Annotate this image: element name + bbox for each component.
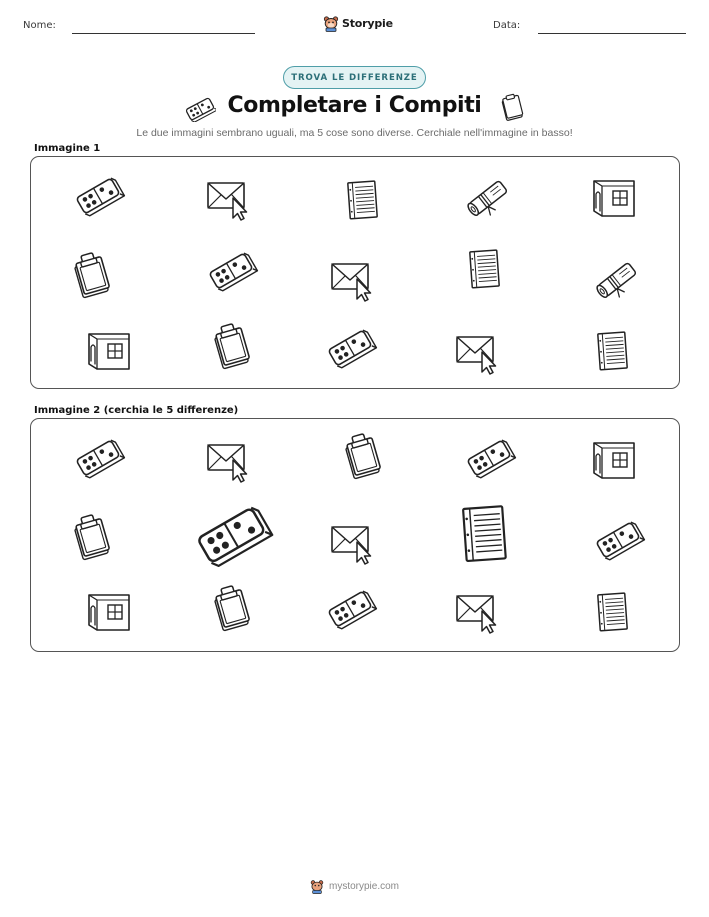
notepad-icon[interactable] [586, 325, 638, 377]
clipboard-icon [497, 92, 527, 128]
clipboard-icon[interactable] [65, 513, 117, 565]
brand-name: Storypie [342, 16, 393, 30]
domino-icon[interactable] [592, 514, 644, 566]
name-label: Nome: [23, 20, 56, 31]
envelope-icon[interactable] [450, 324, 502, 376]
domino-icon[interactable] [205, 245, 257, 297]
diploma-icon[interactable] [463, 171, 515, 223]
clipboard-icon[interactable] [205, 584, 257, 636]
activity-badge: TROVA LE DIFFERENZE [283, 66, 426, 89]
image-1-panel [30, 156, 680, 389]
section-1-label: Immagine 1 [34, 143, 101, 154]
date-label: Data: [493, 20, 521, 31]
domino-icon[interactable] [191, 495, 272, 576]
envelope-icon[interactable] [325, 251, 377, 303]
clipboard-icon[interactable] [336, 432, 388, 484]
domino-icon[interactable] [72, 170, 124, 222]
notepad-icon[interactable] [586, 586, 638, 638]
clipboard-icon[interactable] [205, 322, 257, 374]
domino-icon[interactable] [324, 583, 376, 635]
notepad-icon[interactable] [446, 496, 521, 571]
storypie-mascot-icon [323, 15, 339, 32]
room-corner-icon[interactable] [83, 584, 135, 636]
room-corner-icon[interactable] [588, 432, 640, 484]
section-2-label: Immagine 2 (cerchia le 5 differenze) [34, 405, 239, 416]
brand-logo [323, 13, 393, 33]
instructions: Le due immagini sembrano uguali, ma 5 cose sono diverse. Cerchiale nell'immagine in basso! [136, 127, 573, 139]
image-2-panel[interactable] [30, 418, 680, 652]
domino-icon[interactable] [324, 322, 376, 374]
notepad-icon[interactable] [336, 174, 388, 226]
envelope-icon[interactable] [450, 583, 502, 635]
domino-icon[interactable] [72, 432, 124, 484]
page-title: Completare i Compiti [227, 93, 482, 118]
clipboard-icon[interactable] [65, 251, 117, 303]
envelope-icon[interactable] [201, 170, 253, 222]
name-line[interactable] [72, 33, 255, 34]
date-line[interactable] [538, 33, 686, 34]
diploma-icon[interactable] [592, 253, 644, 305]
notepad-icon[interactable] [458, 243, 510, 295]
domino-icon[interactable] [463, 432, 515, 484]
footer [0, 879, 709, 894]
room-corner-icon[interactable] [83, 323, 135, 375]
envelope-icon[interactable] [201, 432, 253, 484]
footer-url[interactable]: mystorypie.com [328, 881, 399, 892]
room-corner-icon[interactable] [588, 170, 640, 222]
envelope-icon[interactable] [325, 514, 377, 566]
storypie-mascot-icon [310, 879, 324, 894]
